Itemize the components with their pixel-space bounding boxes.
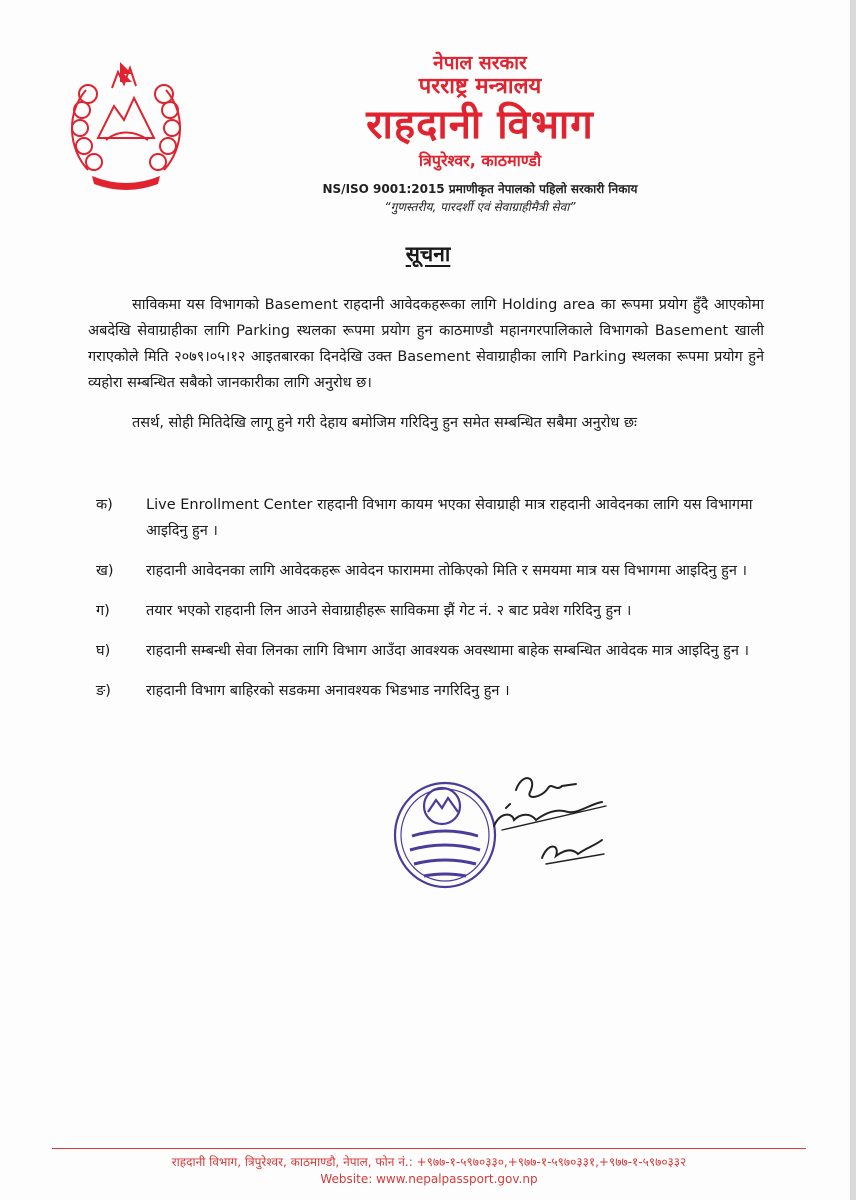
footer-divider	[52, 1148, 806, 1149]
notice-body	[88, 292, 764, 450]
list-item-text: Live Enrollment Center राहदानी विभाग कायम भएका सेवाग्राही मात्र राहदानी आवेदनका लागि यस विभागमा आइदिनु हुन ।	[146, 497, 753, 539]
list-item	[96, 558, 766, 584]
list-marker: ग)	[96, 603, 110, 619]
list-marker: घ)	[96, 643, 111, 659]
list-marker: क)	[96, 497, 113, 513]
list-item-text: राहदानी सम्बन्धी सेवा लिनका लागि विभाग आउँदा आवश्यक अवस्थामा बाहेक सम्बन्धित आवेदक मात्र आइदिनु हुन ।	[146, 643, 750, 659]
government-name: नेपाल सरकार	[433, 52, 527, 74]
iso-certification: NS/ISO 9001:2015 प्रमाणीकृत नेपालको पहिलो सरकारी निकाय	[322, 182, 638, 196]
handwritten-signature-icon	[486, 768, 616, 880]
footer	[52, 1154, 806, 1188]
list-item	[96, 638, 766, 664]
list-item-text: राहदानी विभाग बाहिरको सडकमा अनावश्यक भिडभाड नगरिदिनु हुन ।	[146, 683, 510, 699]
footer-website: Website: www.nepalpassport.gov.np	[320, 1172, 538, 1186]
department-name: राहदानी विभाग	[366, 102, 594, 148]
motto: “गुणस्तरीय, पारदर्शी एवं सेवाग्राहीमैत्री सेवा”	[384, 200, 576, 214]
notice-paragraph: साविकमा यस विभागको Basement राहदानी आवेदकहरूका लागि Holding area का रूपमा प्रयोग हुँदै आएकोमा अबदेखि सेवाग्राहीका लागि Parking स्थलका रूपमा प्रयोग हुन काठमाण्डौ महानगरपालिकाले विभागको Basement खाली गराएकोले मिति २०७९।०५।१२ आइतबारका दिनदेखि उक्त Basement सेवाग्राहीका लागि Parking स्थलका रूपमा प्रयोग हुने व्यहोरा सम्बन्धित सबैको जानकारीका लागि अनुरोध छ।	[88, 297, 764, 391]
letterhead	[200, 52, 760, 172]
list-item-text: राहदानी आवेदनका लागि आवेदकहरू आवेदन फाराममा तोकिएको मिति र समयमा मात्र यस विभागमा आइदिनु हुन ।	[146, 563, 748, 579]
department-seal-icon	[390, 778, 500, 892]
notice-paragraph: तसर्थ, सोही मितिदेखि लागू हुने गरी देहाय बमोजिम गरिदिनु हुन समेत सम्बन्धित सबैमा अनुरोध छः	[132, 415, 637, 431]
list-item	[96, 678, 766, 704]
list-item-text: तयार भएको राहदानी लिन आउने सेवाग्राहीहरू साविकमा झैं गेट नं. २ बाट प्रवेश गरिदिनु हुन ।	[146, 603, 632, 619]
notice-title-text: सूचना	[405, 242, 451, 266]
nepal-emblem-icon	[58, 58, 194, 192]
ministry-name: परराष्ट्र मन्त्रालय	[418, 74, 542, 99]
certification-block	[200, 180, 760, 216]
department-location: त्रिपुरेश्वर, काठमाण्डौ	[418, 151, 542, 170]
notice-items	[96, 492, 766, 718]
notice-title	[0, 240, 856, 268]
footer-address: राहदानी विभाग, त्रिपुरेश्वर, काठमाण्डौ, नेपाल, फोन नं.: +९७७-१-५९७०३३०,+९७७-१-५९७०३३१,+९७७-१-५९७०३३२	[171, 1155, 687, 1169]
list-marker: ख)	[96, 563, 114, 579]
list-item	[96, 492, 766, 544]
list-item	[96, 598, 766, 624]
list-marker: ङ)	[96, 683, 111, 699]
